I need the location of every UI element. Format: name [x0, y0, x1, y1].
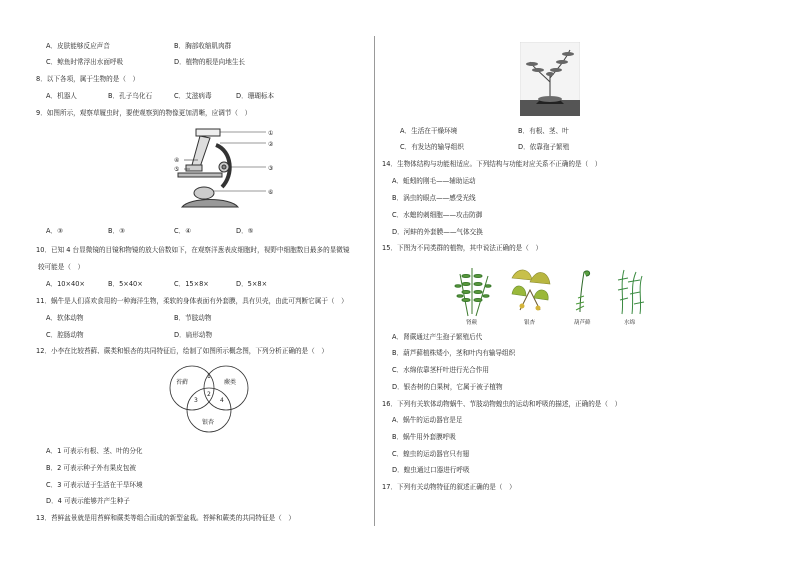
q11-option-a: A．软体动物 — [46, 314, 84, 322]
q14-option-b: B．涡虫的眼点——感受光线 — [392, 194, 476, 202]
venn-region-1: 1 — [207, 373, 211, 380]
q7-option-c: C．鲸鱼时常浮出水面呼吸 — [46, 58, 124, 66]
question-10-line1: 10．已知 4 台显微镜的目镜和物镜的放大倍数如下，在观察洋葱表皮细胞时，视野中细胞数目最多的显微镜 — [36, 246, 350, 254]
ginkgo-drawing — [512, 270, 550, 311]
q10-option-c: C．15×8× — [174, 280, 209, 288]
q13-option-b: B．有根、茎、叶 — [518, 127, 569, 135]
q16-option-d: D．蝗虫通过口器进行呼吸 — [392, 466, 470, 474]
spirogyra-drawing — [618, 270, 644, 314]
left-column — [32, 0, 370, 562]
q16-option-c: C．蝗虫的运动器官只有翅 — [392, 450, 470, 458]
q10-option-b: B．5×40× — [108, 280, 143, 288]
question-8: 8．以下各项，属于生物的是（ ） — [36, 75, 140, 83]
venn-diagram — [164, 364, 258, 434]
q15-option-b: B．葫芦藓植株矮小，茎和叶内有输导组织 — [392, 349, 516, 357]
label-6: ⑥ — [268, 189, 274, 196]
label-1: ① — [268, 130, 274, 137]
venn-label-ginkgo: 银杏 — [202, 419, 215, 426]
label-5: ⑤ — [174, 166, 180, 173]
nosepiece — [186, 165, 202, 171]
q12-option-d: D．4 可表示能够并产生种子 — [46, 497, 130, 505]
q11-option-b: B．节肢动物 — [174, 314, 212, 322]
question-16: 16．下列有关软体动物蜗牛、节肢动物蝗虫的运动和呼吸的描述，正确的是（ ） — [382, 400, 622, 408]
q15-option-a: A．肾蕨通过产生孢子繁殖后代 — [392, 333, 483, 341]
q11-option-d: D．扁形动物 — [174, 331, 213, 339]
q12-option-b: B．2 可表示种子外有果皮包被 — [46, 464, 136, 472]
q14-option-a: A．蚯蚓的刚毛——辅助运动 — [392, 177, 476, 185]
q10-option-d: D．5×8× — [236, 280, 268, 288]
q9-option-c: C．④ — [174, 227, 192, 235]
question-13: 13．苔鲜盆景就是用苔鲜和蕨类等组合而成的新型盆栽。苔鲜和蕨类的共同特征是（ ） — [36, 514, 295, 522]
venn-region-4: 4 — [220, 397, 224, 404]
moss-drawing — [576, 271, 590, 312]
q14-option-c: C．水螅的刺细胞——攻击防御 — [392, 211, 483, 219]
question-17: 17．下列有关动物特征的叙述正确的是（ ） — [382, 483, 516, 491]
q8-option-c: C．艾滋病毒 — [174, 92, 212, 100]
right-column — [378, 0, 768, 562]
q16-option-b: B．蜗牛用外套膜呼吸 — [392, 433, 456, 441]
lens-tube — [192, 136, 210, 167]
question-11: 11．蜗牛是人们喜欢食用的一种海洋生物，柔软的身体表面有外套膜，具有贝壳，由此可判断它属于（ ） — [36, 297, 348, 305]
venn-region-2: 2 — [207, 391, 211, 398]
q8-option-a: A．机器人 — [46, 92, 77, 100]
microscope-figure — [172, 127, 278, 213]
plant-label-fern: 肾蕨 — [466, 320, 478, 326]
base — [182, 200, 238, 208]
q13-option-d: D．依靠孢子繁殖 — [518, 143, 570, 151]
venn-region-3: 3 — [194, 397, 198, 404]
q16-option-a: A．蜗牛的运动器官是足 — [392, 416, 463, 424]
plants-figure — [452, 260, 652, 326]
column-divider — [374, 36, 375, 526]
question-10-line2: 较可能是（ ） — [38, 263, 85, 271]
q7-option-a: A．皮肤能够反应声音 — [46, 42, 110, 50]
question-9: 9．如图所示，观察草履虫时，要使观察到的物像更加清晰，应调节（ ） — [36, 109, 252, 117]
q15-option-d: D．银杏树的白果树，它属于被子植物 — [392, 383, 503, 391]
moss-bonsai-photo — [520, 42, 580, 116]
q7-option-b: B．胸部收缩肌肉群 — [174, 42, 232, 50]
q12-option-c: C．3 可表示适于生活在干旱环境 — [46, 481, 143, 489]
q13-option-a: A．生活在干燥环境 — [400, 127, 458, 135]
plant-label-spirogyra: 水绵 — [624, 320, 636, 326]
q13-option-c: C．有发达的输导组织 — [400, 143, 464, 151]
q9-option-a: A．③ — [46, 227, 64, 235]
q11-option-c: C．腔肠动物 — [46, 331, 84, 339]
q9-option-b: B．③ — [108, 227, 126, 235]
mirror — [194, 187, 214, 199]
label-2: ② — [268, 141, 274, 148]
question-15: 15．下图为不同类群的植物，其中说法正确的是（ ） — [382, 244, 543, 252]
q9-option-d: D．⑤ — [236, 227, 254, 235]
question-14: 14．生物体结构与功能相适应。下列结构与功能对应关系不正确的是（ ） — [382, 160, 602, 168]
label-4: ④ — [174, 157, 180, 164]
q14-option-d: D．河蚌的外套膜——气体交换 — [392, 228, 483, 236]
eyepiece — [196, 129, 220, 136]
plant-label-moss: 葫芦藓 — [574, 320, 591, 326]
q7-option-d: D．植物的根是向地生长 — [174, 58, 246, 66]
plant-label-ginkgo: 银杏 — [524, 320, 536, 326]
label-3: ③ — [268, 165, 274, 172]
stage — [178, 173, 222, 177]
q12-option-a: A．1 可表示有根、茎、叶的分化 — [46, 447, 143, 455]
q15-option-c: C．水绵依靠茎杆叶进行光合作用 — [392, 366, 489, 374]
q10-option-a: A．10×40× — [46, 280, 85, 288]
q8-option-b: B．孔子乌化石 — [108, 92, 153, 100]
fern-drawing — [455, 268, 491, 316]
question-12: 12．小李在比较苔藓、蕨类和银杏的共同特征后，绘制了如图所示概念图，下列分析正确的是（ ） — [36, 347, 328, 355]
venn-label-fern: 蕨类 — [224, 379, 237, 386]
venn-label-moss: 苔藓 — [176, 379, 189, 386]
q8-option-d: D．珊瑚标本 — [236, 92, 275, 100]
